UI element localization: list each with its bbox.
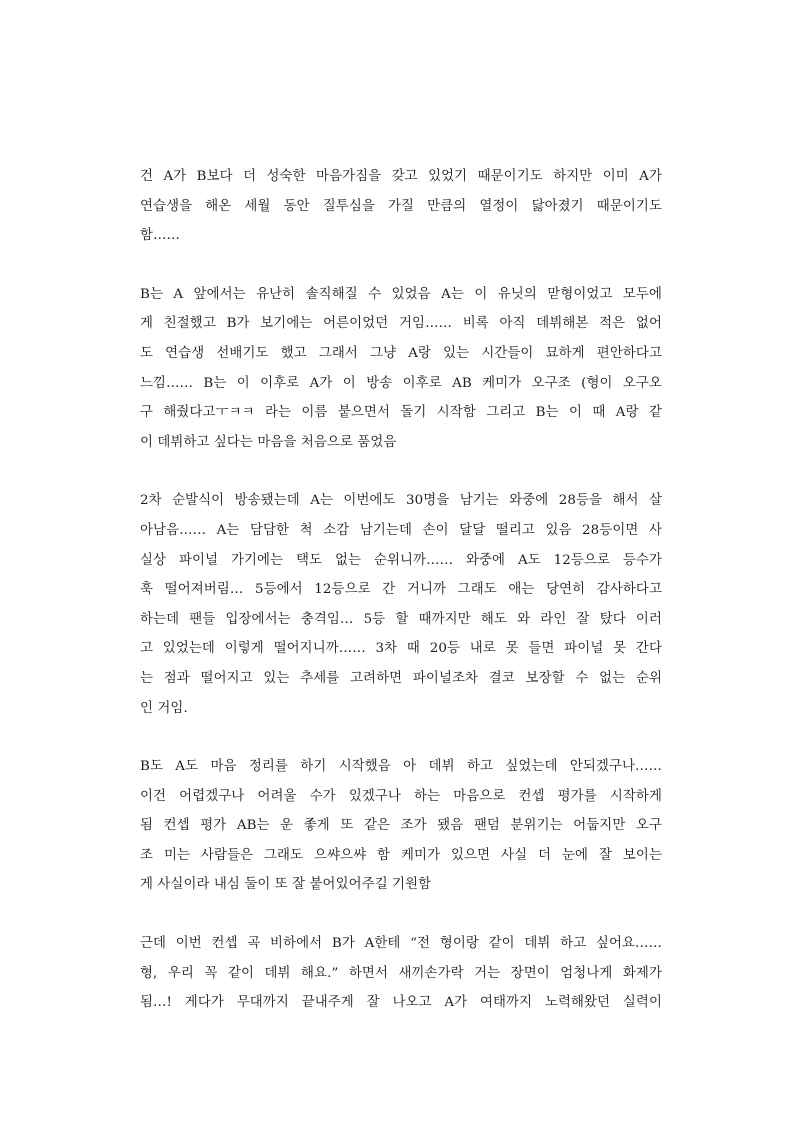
text-line: 훅 떨어져버림… 5등에서 12등으로 간 거니까 그래도 애는 당연히 감사하다고 [140, 582, 662, 598]
paragraph-5 [140, 929, 662, 1018]
text-line: 건 A가 B보다 더 성숙한 마음가짐을 갖고 있었기 때문이기도 하지만 이미 A가 [140, 169, 662, 184]
text-line: 형, 우리 꼭 같이 데뷔 해요.” 하면서 새끼손가락 거는 장면이 엄청나게 화제가 [140, 965, 662, 981]
paragraph-4 [140, 752, 662, 900]
text-line: B도 A도 마음 정리를 하기 시작했음 아 데뷔 하고 싶었는데 안되겠구나…… [140, 759, 662, 775]
paragraph-1 [140, 162, 662, 251]
text-line: 이 데뷔하고 싶다는 마음을 처음으로 품었음 [140, 434, 397, 450]
text-line: 근데 이번 컨셉 곡 비하에서 B가 A한테 “전 형이랑 같이 데뷔 하고 싶어요…… [140, 936, 662, 952]
text-line: 됨…! 게다가 무대까지 끝내주게 잘 나오고 A가 여태까지 노력해왔던 실력이 [140, 995, 662, 1011]
text-line: 인 거임. [140, 700, 188, 716]
text-line: 는 점과 떨어지고 있는 추세를 고려하면 파이널조차 결코 보장할 수 없는 순위 [140, 670, 662, 686]
text-line: 도 연습생 선배기도 했고 그래서 그냥 A랑 있는 시간들이 묘하게 편안하다고 [140, 345, 662, 361]
text-line: 게 사실이라 내심 둘이 또 잘 붙어있어주길 기원함 [140, 877, 432, 893]
text-line: 실상 파이널 가기에는 택도 없는 순위니까…… 와중에 A도 12등으로 등수가 [140, 552, 662, 568]
text-line: 게 친절했고 B가 보기에는 어른이었던 거임…… 비록 아직 데뷔해본 적은 없어 [140, 316, 662, 332]
paragraph-2 [140, 280, 662, 458]
text-line: 조 미는 사람들은 그래도 으쌰으쌰 함 케미가 있으면 사실 더 눈에 잘 보이는 [140, 847, 662, 863]
text-line: 됨 컨셉 평가 AB는 운 좋게 또 같은 조가 됐음 팬덤 분위기는 어둡지만 오구 [140, 818, 662, 834]
text-line: 느낌…… B는 이 이후로 A가 이 방송 이후로 AB 케미가 오구조 (형이 오구오 [140, 375, 662, 391]
text-line: 함…… [140, 228, 181, 244]
text-line: 구 해줬다고ㅜㅋㅋ 라는 이름 붙으면서 돌기 시작함 그리고 B는 이 때 A랑 같 [140, 405, 662, 421]
text-line: 연습생을 해온 세월 동안 질투심을 가질 만큼의 열정이 닳아졌기 때문이기도 [140, 198, 662, 214]
text-line: 이건 어렵겠구나 어려울 수가 있겠구나 하는 마음으로 컨셉 평가를 시작하게 [140, 788, 662, 804]
document-body [140, 162, 662, 1047]
text-line: 하는데 팬들 입장에서는 충격임… 5등 할 때까지만 해도 와 라인 잘 탔다 이러 [140, 611, 662, 627]
text-line: 2차 순발식이 방송됐는데 A는 이번에도 30명을 남기는 와중에 28등을 해서 살 [140, 493, 662, 509]
text-line: B는 A 앞에서는 유난히 솔직해질 수 있었음 A는 이 유닛의 맏형이었고 모두에 [140, 286, 662, 302]
text-line: 고 있었는데 이렇게 떨어지니까…… 3차 때 20등 내로 못 들면 파이널 못 간다 [140, 641, 662, 657]
paragraph-3 [140, 486, 662, 723]
text-line: 아남음…… A는 담담한 척 소감 남기는데 손이 달달 떨리고 있음 28등이면 사 [140, 522, 662, 538]
